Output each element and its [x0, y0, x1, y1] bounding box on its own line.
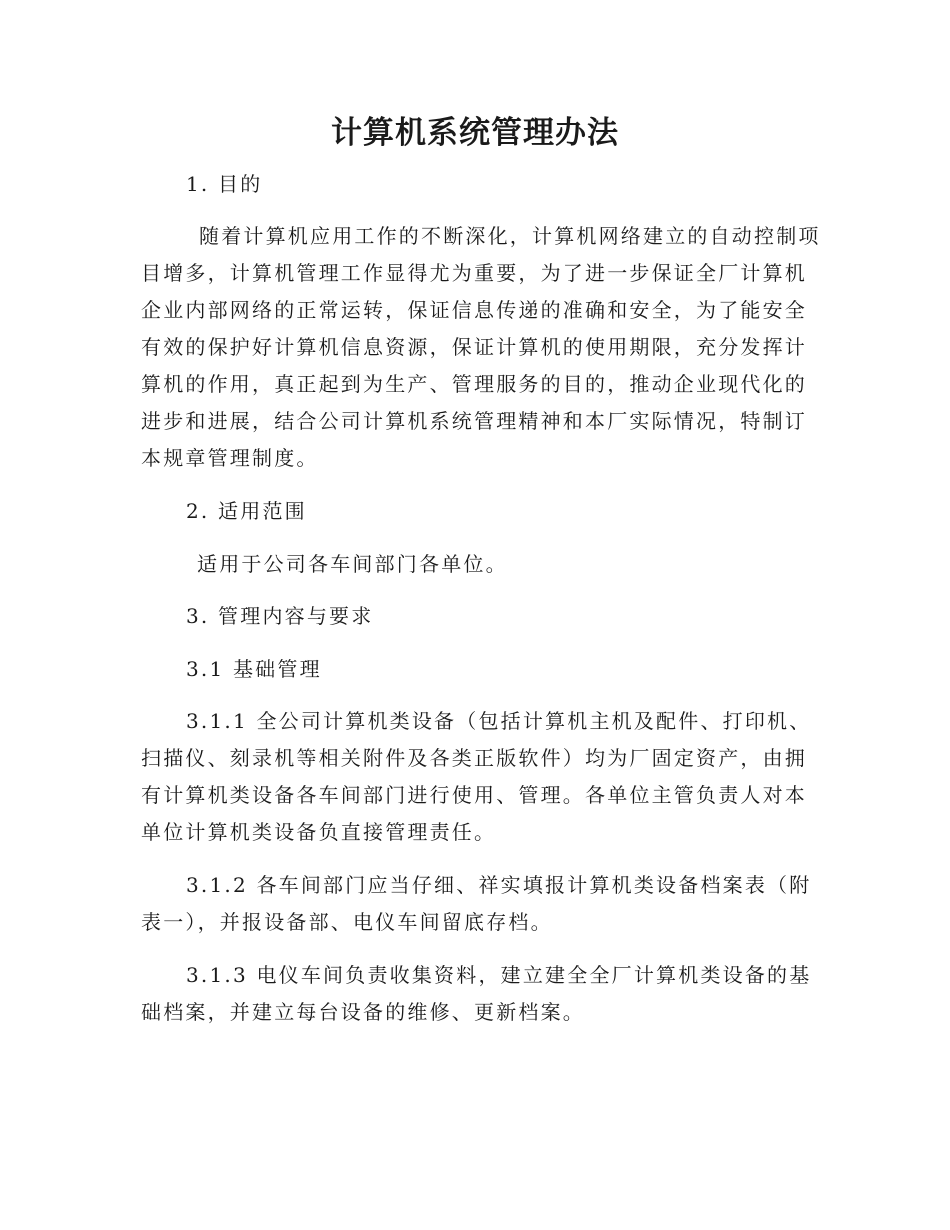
paragraph-scope: 适用于公司各车间部门各单位。	[197, 552, 508, 576]
paragraph-line: 目增多，计算机管理工作显得尤为重要，为了进一步保证全厂计算机	[141, 261, 807, 285]
document-title: 计算机系统管理办法	[331, 115, 619, 151]
paragraph-line: 表一），并报设备部、电仪车间留底存档。	[141, 910, 553, 934]
section-heading-scope: 2. 适用范围	[186, 499, 307, 523]
paragraph-line: 进步和进展，结合公司计算机系统管理精神和本厂实际情况，特制订	[141, 409, 807, 433]
paragraph-line: 扫描仪、刻录机等相关附件及各类正版软件）均为厂固定资产，由拥	[141, 746, 807, 770]
paragraph-line: 础档案，并建立每台设备的维修、更新档案。	[141, 1000, 585, 1024]
paragraph-line: 有计算机类设备各车间部门进行使用、管理。各单位主管负责人对本	[141, 783, 807, 807]
section-heading-purpose: 1. 目的	[186, 172, 263, 196]
subsection-heading-basic-management: 3.1 基础管理	[186, 657, 322, 681]
paragraph-line: 本规章管理制度。	[141, 446, 319, 470]
paragraph-line: 企业内部网络的正常运转，保证信息传递的准确和安全，为了能安全	[141, 298, 807, 322]
paragraph-line: 有效的保护好计算机信息资源，保证计算机的使用期限，充分发挥计	[141, 335, 807, 359]
paragraph-line: 3.1.2 各车间部门应当仔细、祥实填报计算机类设备档案表（附	[186, 873, 812, 897]
paragraph-line: 3.1.3 电仪车间负责收集资料，建立建全全厂计算机类设备的基	[186, 963, 812, 987]
section-heading-requirements: 3. 管理内容与要求	[186, 604, 374, 628]
paragraph-line: 3.1.1 全公司计算机类设备（包括计算机主机及配件、打印机、	[186, 709, 812, 733]
paragraph-line: 算机的作用，真正起到为生产、管理服务的目的，推动企业现代化的	[141, 372, 807, 396]
paragraph-line: 随着计算机应用工作的不断深化，计算机网络建立的自动控制项	[199, 224, 821, 248]
paragraph-line: 单位计算机类设备负直接管理责任。	[141, 820, 497, 844]
